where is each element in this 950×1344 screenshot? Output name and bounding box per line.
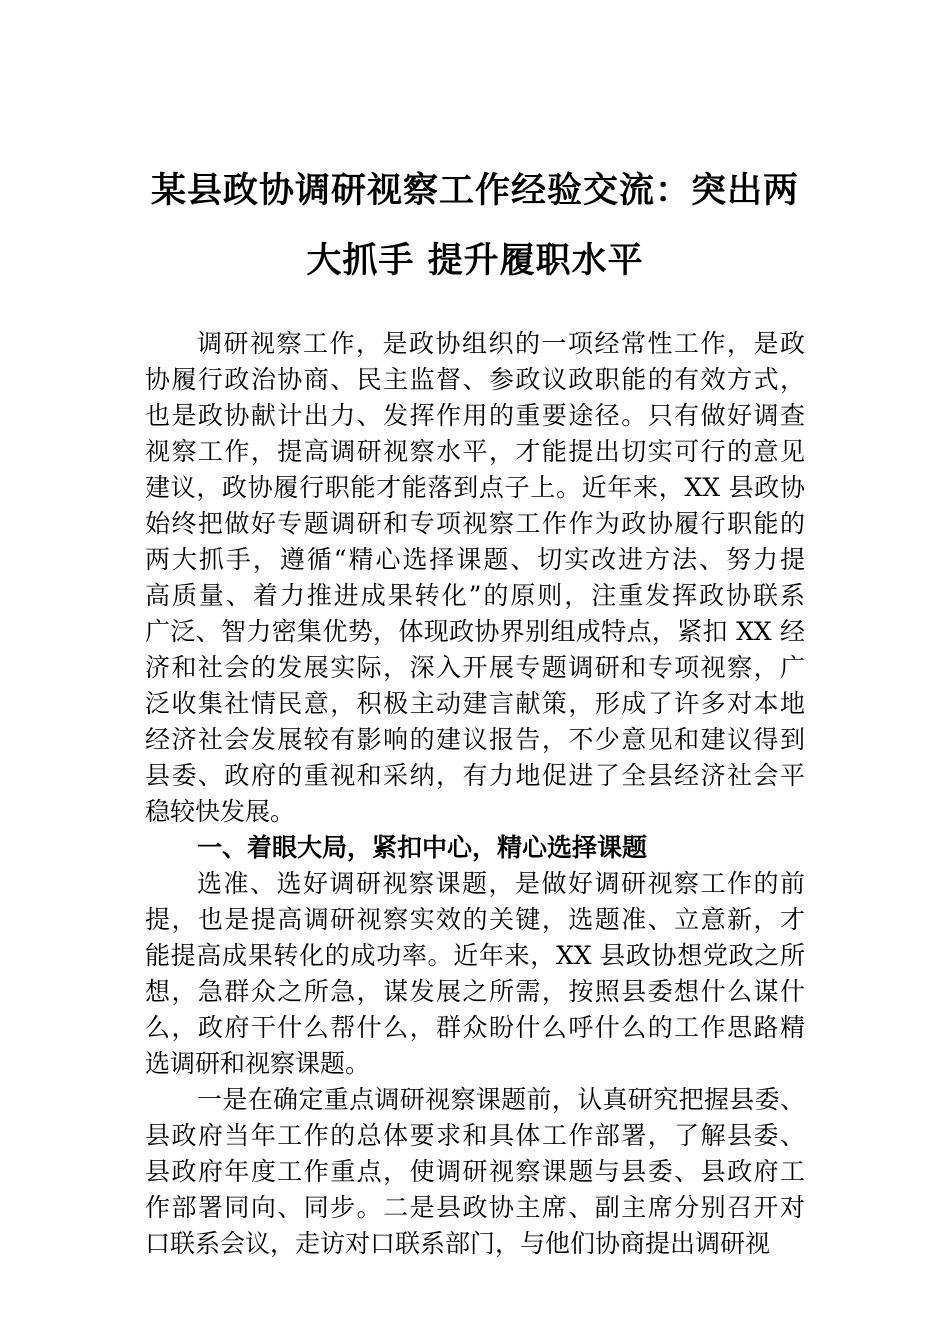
paragraph-line: 建议，政协履行职能才能落到点子上。近年来，XX 县政协 (145, 473, 805, 502)
paragraph-line: 选准、选好调研视察课题，是做好调研视察工作的前 (197, 869, 805, 898)
paragraph-line: 也是政协献计出力、发挥作用的重要途径。只有做好调查 (145, 401, 805, 430)
paragraph-line: 县委、政府的重视和采纳，有力地促进了全县经济社会平 (145, 761, 805, 790)
paragraph-line: 能提高成果转化的成功率。近年来，XX 县政协想党政之所 (145, 941, 805, 970)
document-body (145, 326, 805, 1262)
paragraph-line: 始终把做好专题调研和专项视察工作作为政协履行职能的 (145, 509, 805, 538)
paragraph-line: 口联系会议，走访对口联系部门，与他们协商提出调研视 (145, 1229, 771, 1258)
paragraph-line: 泛收集社情民意，积极主动建言献策，形成了许多对本地 (145, 689, 805, 718)
paragraph-line: 稳较快发展。 (145, 797, 296, 826)
paragraph-line: 想，急群众之所急，谋发展之所需，按照县委想什么谋什 (145, 977, 805, 1006)
document-title-line-2: 大抓手 提升履职水平 (306, 240, 644, 281)
paragraph-line: 协履行政治协商、民主监督、参政议政职能的有效方式， (145, 365, 805, 394)
paragraph-line: 么，政府干什么帮什么，群众盼什么呼什么的工作思路精 (145, 1013, 805, 1042)
paragraph-line: 县政府当年工作的总体要求和具体工作部署，了解县委、 (145, 1121, 805, 1150)
paragraph-line: 视察工作，提高调研视察水平，才能提出切实可行的意见 (145, 437, 805, 466)
paragraph-line: 县政府年度工作重点，使调研视察课题与县委、县政府工 (145, 1157, 805, 1186)
section-heading: 一、着眼大局，紧扣中心，精心选择课题 (197, 833, 648, 862)
paragraph-line: 高质量、着力推进成果转化”的原则，注重发挥政协联系 (145, 581, 805, 610)
paragraph-line: 提，也是提高调研视察实效的关键，选题准、立意新，才 (145, 905, 805, 934)
paragraph-line: 广泛、智力密集优势，体现政协界别组成特点，紧扣 XX 经 (145, 617, 805, 646)
paragraph-line: 济和社会的发展实际，深入开展专题调研和专项视察，广 (145, 653, 805, 682)
paragraph-line: 一是在确定重点调研视察课题前，认真研究把握县委、 (197, 1085, 805, 1114)
paragraph-line: 选调研和视察课题。 (145, 1049, 371, 1078)
paragraph-line: 作部署同向、同步。二是县政协主席、副主席分别召开对 (145, 1193, 805, 1222)
document-title-line-1: 某县政协调研视察工作经验交流：突出两 (150, 170, 799, 211)
paragraph-line: 经济社会发展较有影响的建议报告，不少意见和建议得到 (145, 725, 805, 754)
paragraph-line: 两大抓手，遵循“精心选择课题、切实改进方法、努力提 (145, 545, 805, 574)
paragraph-line: 调研视察工作，是政协组织的一项经常性工作，是政 (197, 329, 805, 358)
